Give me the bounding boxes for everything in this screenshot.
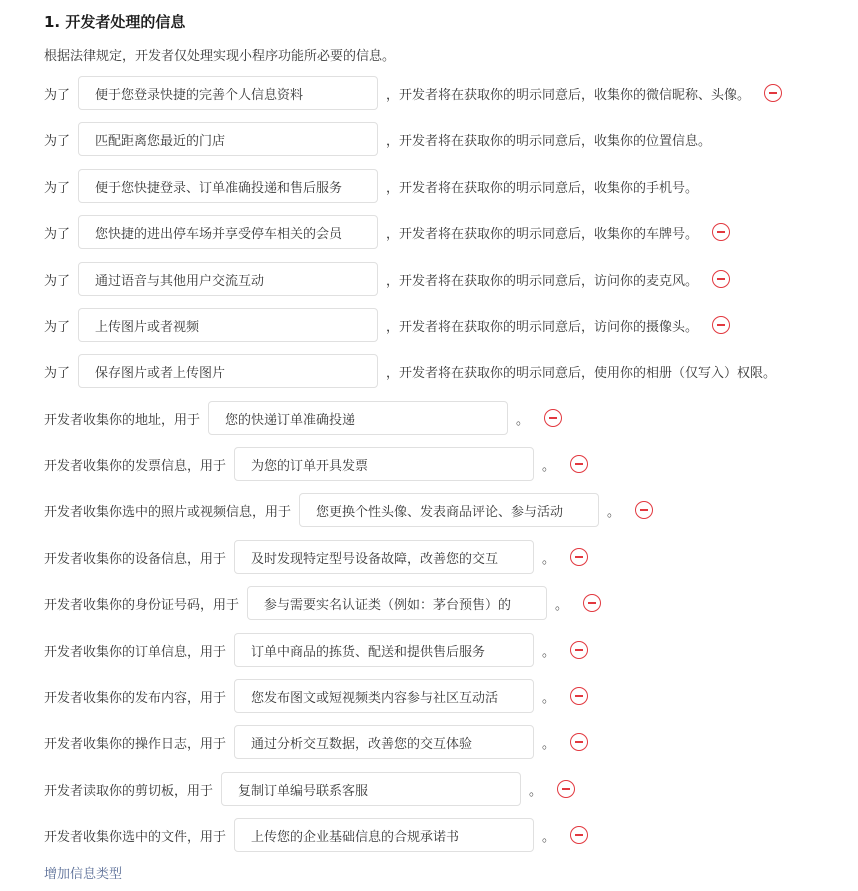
usage-suffix: 。 — [516, 412, 530, 428]
add-info-type-link[interactable]: 增加信息类型 — [44, 867, 123, 882]
usage-suffix: 。 — [542, 736, 556, 752]
usage-row — [44, 678, 588, 714]
purpose-prefix: 为了 — [44, 133, 71, 149]
usage-suffix: 。 — [542, 690, 556, 706]
usage-row — [44, 817, 588, 853]
remove-icon[interactable] — [712, 270, 730, 288]
remove-icon[interactable] — [570, 548, 588, 566]
purpose-input[interactable]: 便于您快捷登录、订单准确投递和售后服务 — [78, 169, 378, 203]
usage-row — [44, 400, 562, 436]
usage-prefix: 开发者收集你的发票信息，用于 — [44, 458, 227, 474]
purpose-row — [44, 307, 730, 343]
usage-row — [44, 771, 575, 807]
usage-row — [44, 539, 588, 575]
purpose-prefix: 为了 — [44, 87, 71, 103]
usage-suffix: 。 — [542, 458, 556, 474]
usage-prefix: 开发者收集你选中的文件，用于 — [44, 829, 227, 845]
usage-input[interactable]: 为您的订单开具发票 — [234, 447, 534, 481]
purpose-prefix: 为了 — [44, 319, 71, 335]
remove-icon[interactable] — [712, 223, 730, 241]
usage-row — [44, 585, 601, 621]
remove-icon[interactable] — [544, 409, 562, 427]
remove-icon[interactable] — [570, 641, 588, 659]
usage-row — [44, 724, 588, 760]
usage-prefix: 开发者收集你的地址，用于 — [44, 412, 201, 428]
usage-suffix: 。 — [542, 644, 556, 660]
purpose-suffix: ，开发者将在获取你的明示同意后，访问你的摄像头。 — [386, 319, 699, 335]
usage-input[interactable]: 上传您的企业基础信息的合规承诺书 — [234, 818, 534, 852]
section-intro: 根据法律规定，开发者仅处理实现小程序功能所必要的信息。 — [44, 49, 396, 64]
remove-icon[interactable] — [557, 780, 575, 798]
usage-suffix: 。 — [555, 597, 569, 613]
usage-row — [44, 492, 653, 528]
usage-prefix: 开发者收集你的设备信息，用于 — [44, 551, 227, 567]
purpose-row — [44, 121, 711, 157]
purpose-prefix: 为了 — [44, 273, 71, 289]
purpose-suffix: ，开发者将在获取你的明示同意后，收集你的车牌号。 — [386, 226, 699, 242]
usage-suffix: 。 — [542, 829, 556, 845]
purpose-input[interactable]: 您快捷的进出停车场并享受停车相关的会员 — [78, 215, 378, 249]
remove-icon[interactable] — [712, 316, 730, 334]
purpose-prefix: 为了 — [44, 226, 71, 242]
usage-prefix: 开发者收集你的身份证号码，用于 — [44, 597, 240, 613]
purpose-prefix: 为了 — [44, 180, 71, 196]
purpose-input[interactable]: 通过语音与其他用户交流互动 — [78, 262, 378, 296]
purpose-suffix: ，开发者将在获取你的明示同意后，收集你的手机号。 — [386, 180, 699, 196]
usage-input[interactable]: 通过分析交互数据，改善您的交互体验 — [234, 725, 534, 759]
purpose-input[interactable]: 便于您登录快捷的完善个人信息资料 — [78, 76, 378, 110]
usage-input[interactable]: 复制订单编号联系客服 — [221, 772, 521, 806]
usage-row — [44, 632, 588, 668]
remove-icon[interactable] — [583, 594, 601, 612]
usage-suffix: 。 — [542, 551, 556, 567]
purpose-row — [44, 75, 782, 111]
purpose-input[interactable]: 保存图片或者上传图片 — [78, 354, 378, 388]
purpose-input[interactable]: 匹配距离您最近的门店 — [78, 122, 378, 156]
purpose-row — [44, 261, 730, 297]
usage-prefix: 开发者收集你的操作日志，用于 — [44, 736, 227, 752]
usage-input[interactable]: 您发布图文或短视频类内容参与社区互动活 — [234, 679, 534, 713]
remove-icon[interactable] — [570, 826, 588, 844]
remove-icon[interactable] — [570, 455, 588, 473]
purpose-suffix: ，开发者将在获取你的明示同意后，使用你的相册（仅写入）权限。 — [386, 365, 777, 381]
purpose-suffix: ，开发者将在获取你的明示同意后，收集你的位置信息。 — [386, 133, 712, 149]
section-title: 1. 开发者处理的信息 — [44, 13, 186, 31]
usage-suffix: 。 — [529, 783, 543, 799]
remove-icon[interactable] — [635, 501, 653, 519]
remove-icon[interactable] — [764, 84, 782, 102]
remove-icon[interactable] — [570, 687, 588, 705]
usage-prefix: 开发者收集你的发布内容，用于 — [44, 690, 227, 706]
usage-prefix: 开发者读取你的剪切板，用于 — [44, 783, 214, 799]
purpose-row — [44, 214, 730, 250]
usage-input[interactable]: 参与需要实名认证类（例如：茅台预售）的 — [247, 586, 547, 620]
usage-prefix: 开发者收集你选中的照片或视频信息，用于 — [44, 504, 292, 520]
usage-suffix: 。 — [607, 504, 621, 520]
usage-input[interactable]: 订单中商品的拣货、配送和提供售后服务 — [234, 633, 534, 667]
remove-icon[interactable] — [570, 733, 588, 751]
usage-input[interactable]: 您更换个性头像、发表商品评论、参与活动 — [299, 493, 599, 527]
usage-input[interactable]: 及时发现特定型号设备故障，改善您的交互 — [234, 540, 534, 574]
usage-input[interactable]: 您的快递订单准确投递 — [208, 401, 508, 435]
purpose-input[interactable]: 上传图片或者视频 — [78, 308, 378, 342]
usage-row — [44, 446, 588, 482]
purpose-row — [44, 168, 698, 204]
usage-prefix: 开发者收集你的订单信息，用于 — [44, 644, 227, 660]
purpose-row — [44, 353, 776, 389]
purpose-suffix: ，开发者将在获取你的明示同意后，访问你的麦克风。 — [386, 273, 699, 289]
purpose-prefix: 为了 — [44, 365, 71, 381]
purpose-suffix: ，开发者将在获取你的明示同意后，收集你的微信昵称、头像。 — [386, 87, 751, 103]
